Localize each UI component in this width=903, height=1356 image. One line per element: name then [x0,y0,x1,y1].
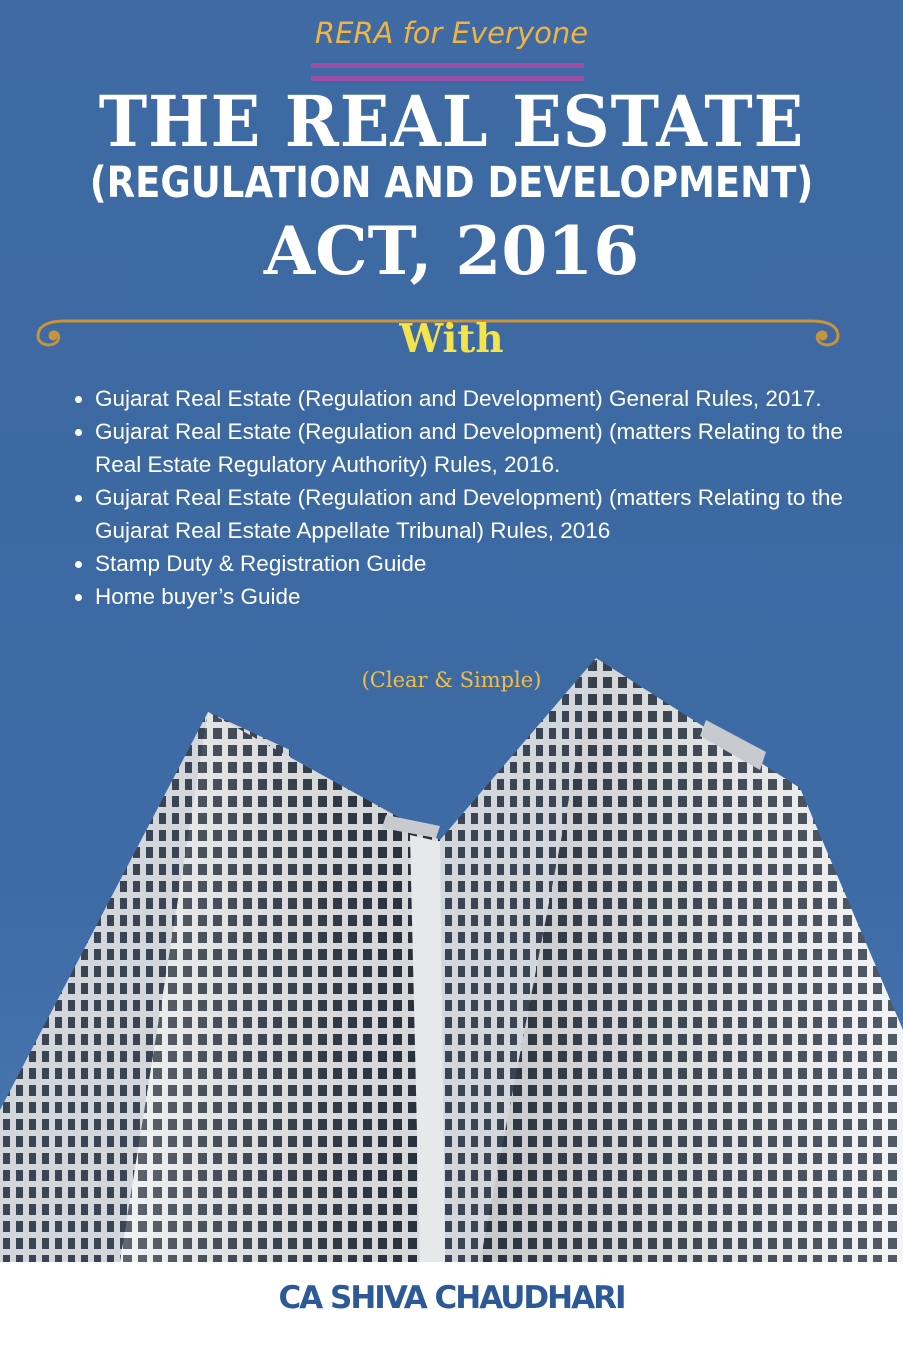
list-item-text: Gujarat Real Estate (Regulation and Development) (matters Relating to the Gujarat Real Estate Appellate Tribunal) Rules, 2016 [95,485,843,543]
series-title: RERA for Everyone [314,16,589,50]
tagline: (Clear & Simple) [361,668,542,692]
list-item [72,580,862,613]
bullet-icon [75,429,82,436]
bullet-icon [75,396,82,403]
list-item [72,415,862,481]
bullet-icon [75,495,82,502]
accent-bar-top [311,63,584,68]
list-item [72,382,862,415]
bullet-icon [75,561,82,568]
bullet-icon [75,594,82,601]
author-name: CA SHIVA CHAUDHARI [278,1280,625,1316]
list-item-text: Gujarat Real Estate (Regulation and Development) General Rules, 2017. [95,386,822,411]
list-item-text: Stamp Duty & Registration Guide [95,551,427,576]
contents-list [72,382,862,613]
list-item-text: Gujarat Real Estate (Regulation and Development) (matters Relating to the Real Estate Regulatory Authority) Rules, 2016. [95,419,843,477]
title-line-3: ACT, 2016 [263,212,640,290]
title-line-2: (REGULATION AND DEVELOPMENT) [89,158,814,208]
title-line-1: THE REAL ESTATE [98,80,805,163]
skyscrapers-image [0,640,903,1262]
list-item [72,481,862,547]
list-item-text: Home buyer’s Guide [95,584,301,609]
with-label: With [399,316,504,362]
list-item [72,547,862,580]
